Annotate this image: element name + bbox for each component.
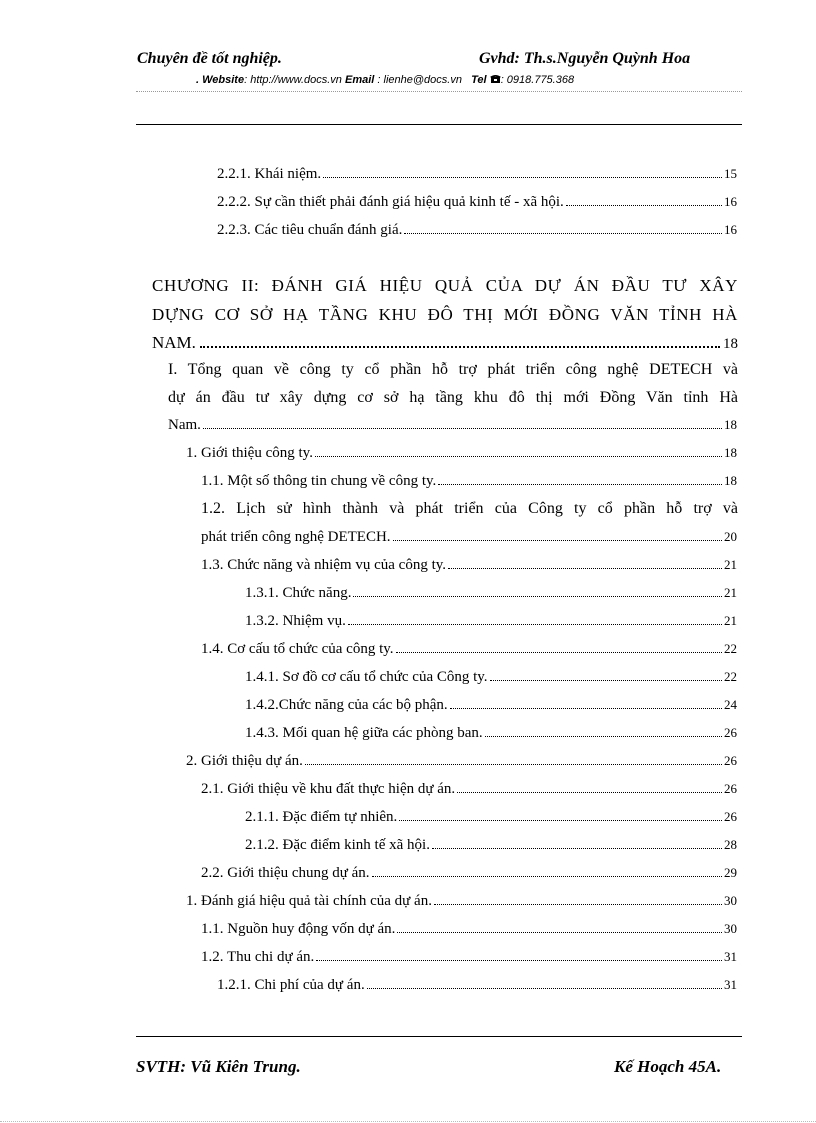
email-label: Email [344,74,375,86]
toc-entry-page: 22 [724,641,737,656]
toc-leader [393,540,722,541]
toc-entry-page: 16 [724,222,737,237]
toc-entry-title: 1.4.3. Mối quan hệ giữa các phòng ban. [245,725,483,741]
toc-entry-title: 2.1.2. Đặc điểm kinh tế xã hội. [245,837,430,853]
toc-leader [485,736,722,737]
toc-leader [432,848,722,849]
toc-entry-page: 21 [724,585,737,600]
toc-entry-line [201,529,737,546]
toc-leader [348,624,722,625]
toc-entry-title: 1. Đánh giá hiệu quả tài chính của dự án. [186,893,432,909]
footer-class: Kế Hoạch 45A. [614,1057,722,1076]
toc-entry[interactable] [201,921,737,938]
toc-leader [367,988,722,989]
toc-chapter-line [152,333,738,353]
toc-entry-title: 1.3.1. Chức năng. [245,585,352,601]
toc-entry[interactable] [186,753,737,770]
toc-entry[interactable] [201,557,737,574]
toc-leader [450,708,722,709]
toc-entry[interactable] [201,949,737,966]
tel-label: Tel [471,74,487,86]
toc-entry-title: 1.2. Thu chi dự án. [201,949,315,965]
toc-leader [397,932,722,933]
toc-entry-page: 15 [724,166,737,181]
toc-entry-title: 1.4.2.Chức năng của các bộ phận. [245,697,448,713]
toc-entry[interactable] [217,977,737,994]
toc-entry-title: 1. Giới thiệu công ty. [186,445,313,461]
toc-entry[interactable] [245,697,737,714]
toc-entry-page: 29 [724,865,737,880]
phone-icon [490,74,501,86]
toc-entry-page: 20 [724,529,737,544]
toc-entry-line: 1.2. Lịch sử hình thành và phát triển của Công ty cổ phần hỗ trợ và [201,500,738,517]
toc-entry-title: 2.2.2. Sự cần thiết phải đánh giá hiệu quả kinh tế - xã hội. [217,194,564,210]
header-title: Chuyên đề tốt nghiệp. [137,50,282,67]
toc-entry-page: 26 [724,781,737,796]
footer-divider [136,1036,742,1037]
website-value[interactable]: : http://www.docs.vn [244,74,342,86]
toc-entry[interactable] [245,809,737,826]
toc-entry-title: Nam. [168,417,201,433]
toc-entry-page: 31 [724,977,737,992]
toc-entry-title: 2.2. Giới thiệu chung dự án. [201,865,370,881]
footer-student: SVTH: Vũ Kiên Trung. [136,1057,301,1076]
toc-entry[interactable] [245,669,737,686]
toc-leader [305,764,722,765]
toc-entry-page: 18 [724,445,737,460]
toc-entry-title: 2. Giới thiệu dự án. [186,753,303,769]
header-contact [196,74,574,86]
toc-leader [316,960,722,961]
toc-entry-page: 26 [724,753,737,768]
toc-entry-page: 26 [724,725,737,740]
toc-leader [438,484,722,485]
toc-entry[interactable] [217,166,737,183]
toc-entry[interactable] [245,585,737,602]
toc-entry-page: 28 [724,837,737,852]
toc-leader [434,904,722,905]
toc-entry-page: 30 [724,921,737,936]
header-divider [136,124,742,125]
tel-value: : 0918.775.368 [500,74,575,86]
toc-leader [404,233,722,234]
email-value[interactable]: : lienhe@docs.vn [377,74,462,86]
toc-entry[interactable] [245,725,737,742]
toc-entry-line: dự án đầu tư xây dựng cơ sở hạ tầng khu đô thị mới Đồng Văn tỉnh Hà [168,389,738,406]
toc-entry-page: 18 [724,473,737,488]
toc-leader [315,456,722,457]
toc-entry[interactable] [186,893,737,910]
toc-entry-line: I. Tổng quan về công ty cổ phần hỗ trợ phát triển công nghệ DETECH và [168,361,738,378]
toc-leader [490,680,722,681]
toc-entry-page: 26 [724,809,737,824]
toc-entry[interactable] [201,473,737,490]
toc-entry-title: 1.4. Cơ cấu tổ chức của công ty. [201,641,394,657]
toc-entry-page: 24 [724,697,737,712]
toc-entry-title: 1.2.1. Chi phí của dự án. [217,977,365,993]
toc-chapter-line: DỰNG CƠ SỞ HẠ TẦNG KHU ĐÔ THỊ MỚI ĐỒNG VĂN TỈNH HÀ [152,305,738,324]
toc-entry-page: 18 [724,417,737,432]
header-dotted-divider [136,91,742,92]
toc-leader [448,568,722,569]
toc-entry-title: 2.2.1. Khái niệm. [217,166,322,182]
toc-entry[interactable] [245,613,737,630]
toc-entry-title: phát triển công nghệ DETECH. [201,529,391,545]
toc-leader [353,596,722,597]
toc-entry-title: 2.1. Giới thiệu về khu đất thực hiện dự án. [201,781,456,797]
toc-entry-title: 2.1.1. Đặc điểm tự nhiên. [245,809,398,825]
toc-entry[interactable] [201,781,737,798]
page-edge [0,1121,816,1122]
toc-entry-title: 1.1. Nguồn huy động vốn dự án. [201,921,396,937]
toc-entry[interactable] [186,445,737,462]
toc-entry-page: 16 [724,194,737,209]
toc-entry-page: 21 [724,613,737,628]
toc-leader [372,876,722,877]
toc-leader [399,820,722,821]
toc-leader [203,428,722,429]
toc-entry[interactable] [217,194,737,211]
toc-entry-line [168,417,737,434]
toc-entry-title: NAM. [152,333,196,352]
toc-entry-title: 1.3.2. Nhiệm vụ. [245,613,346,629]
toc-leader [200,346,720,348]
toc-entry-page: 31 [724,949,737,964]
toc-entry[interactable] [217,222,737,239]
toc-entry-page: 18 [723,336,738,352]
toc-entry-title: 1.4.1. Sơ đồ cơ cấu tổ chức của Công ty. [245,669,488,685]
toc-leader [396,652,722,653]
toc-chapter-line: CHƯƠNG II: ĐÁNH GIÁ HIỆU QUẢ CỦA DỰ ÁN ĐẦU TƯ XÂY [152,276,738,295]
toc-entry[interactable] [201,641,737,658]
toc-entry[interactable] [245,837,737,854]
toc-leader [323,177,722,178]
toc-entry-page: 21 [724,557,737,572]
header-advisor: Gvhd: Th.s.Nguyễn Quỳnh Hoa [479,50,691,67]
toc-entry-title: 1.3. Chức năng và nhiệm vụ của công ty. [201,557,447,573]
website-label: . Website [196,74,245,86]
toc-entry-page: 22 [724,669,737,684]
toc-leader [566,205,722,206]
toc-entry-title: 2.2.3. Các tiêu chuẩn đánh giá. [217,222,403,238]
toc-leader [457,792,722,793]
toc-entry-title: 1.1. Một số thông tin chung về công ty. [201,473,437,489]
toc-entry-page: 30 [724,893,737,908]
toc-entry[interactable] [201,865,737,882]
